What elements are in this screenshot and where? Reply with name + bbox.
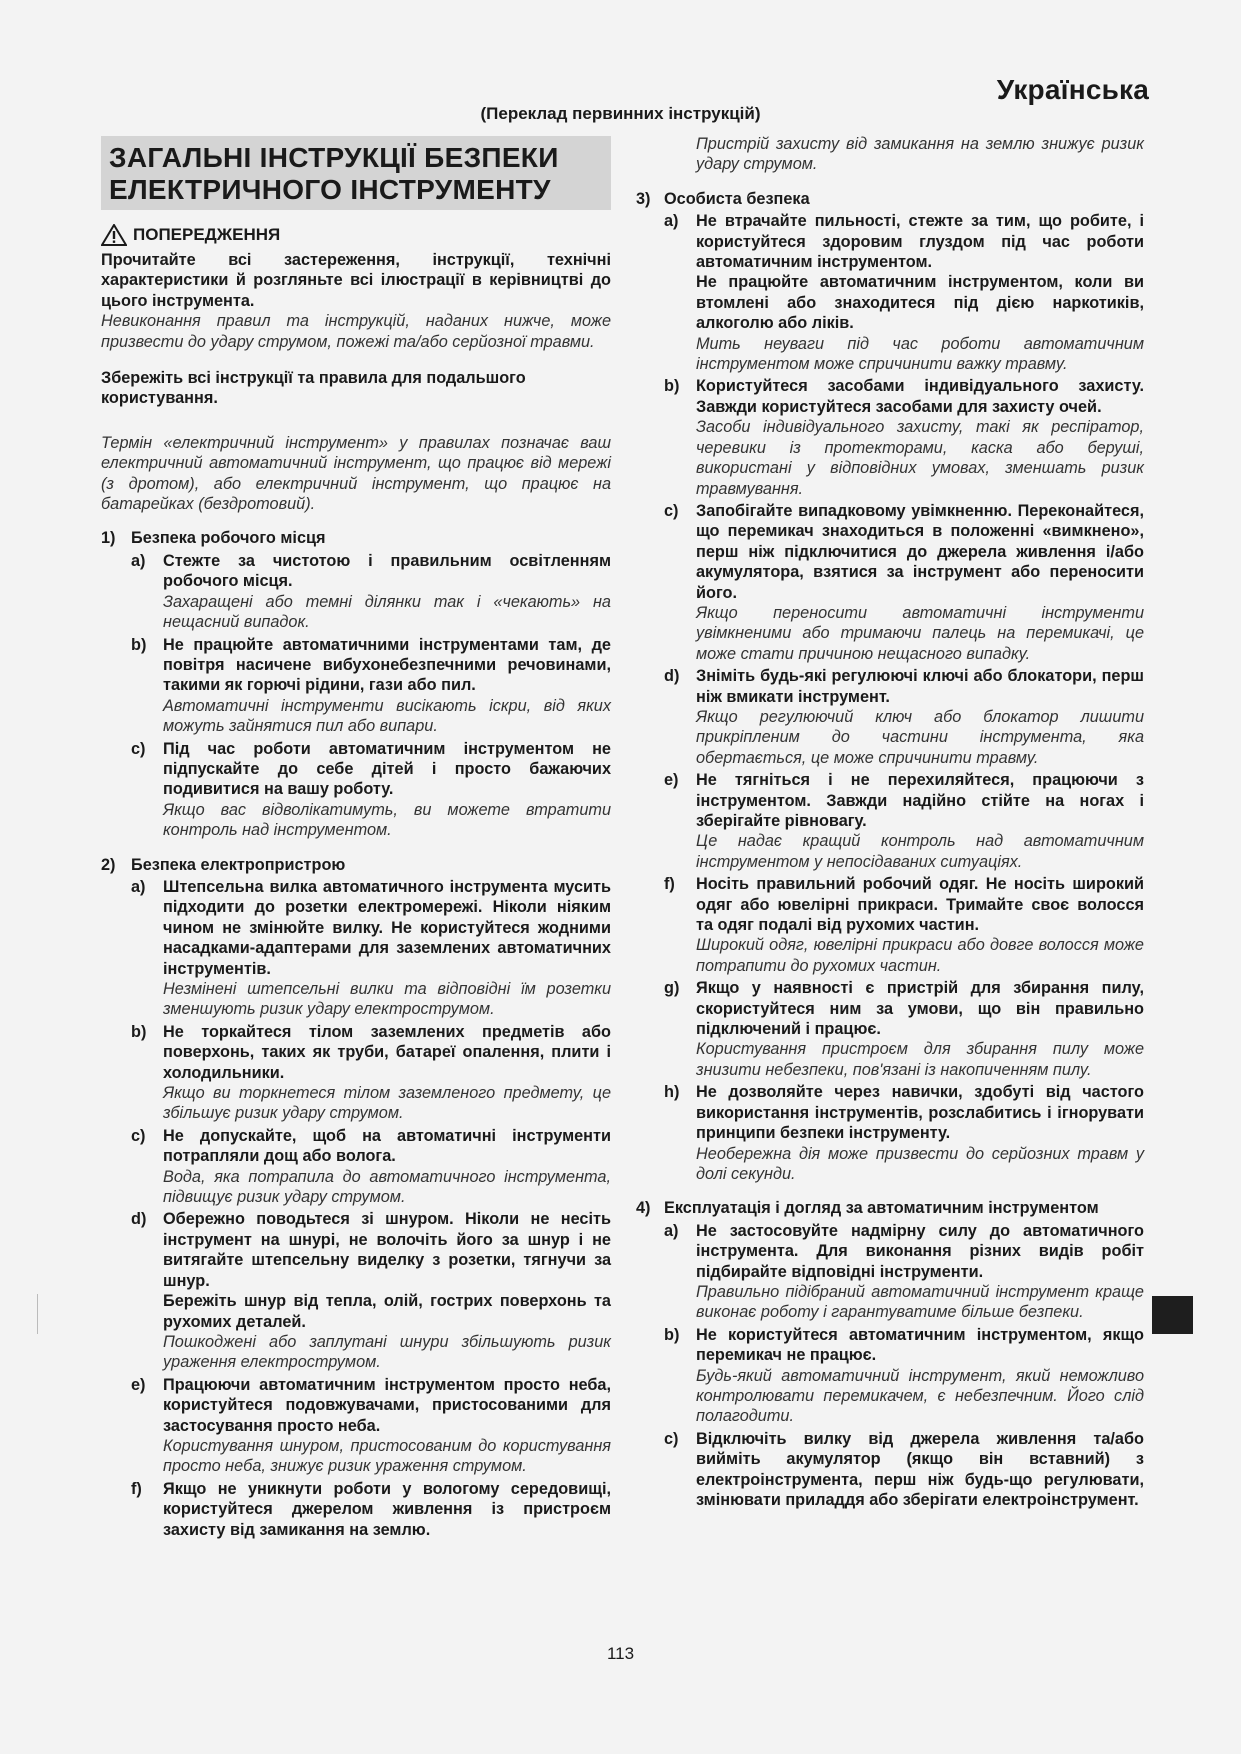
list-item: b) Не користуйтеся автоматичним інструментом, якщо перемикач не працює. Будь-який автоматичний інструмент, який неможливо контролювати перемикачем, є небезпечним. Його слід полагодити. [664,1325,1144,1426]
page-number: 113 [606,1644,635,1663]
list-item: d) Обережно поводьтеся зі шнуром. Ніколи не несіть інструмент на шнурі, не волочіть його за шнур і не витягайте штепсельну виделку з розетки, тягнучи за шнур. Бережіть шнур від тепла, олій, гострих поверхонь та рухомих деталей. Пошкоджені або заплутані шнури збільшують ризик ураження електрострумом. [131,1210,611,1372]
list-item: a) Не застосовуйте надмірну силу до автоматичного інструмента. Для виконання різних видів робіт підбирайте відповідні інструменти. Правильно підібраний автоматичний інструмент краще виконає роботу і гарантуватиме більше безпеки. [664,1221,1144,1322]
warning-label: ПОПЕРЕДЖЕННЯ [133,224,281,244]
list-item: b) Не працюйте автоматичними інструментами там, де повітря насичене вибухонебезпечними речовинами, такими як горючі рідини, гази або пил. Автоматичні інструменти висікають іскри, від яких можуть зайнятися пил або випари. [131,635,611,736]
list-item: c) Відключіть вилку від джерела живлення та/або вийміть акумулятор (якщо він вставний) з електроінструмента, перш ніж будь-що регулювати, змінювати приладдя або зберігати електроінструмент. [664,1429,1144,1509]
language-heading: Українська [996,74,1149,105]
list-item: f) Якщо не уникнути роботи у вологому середовищі, користуйтеся джерелом живлення із пристроєм захисту від замикання на землю. [131,1479,611,1539]
continued-italic-text: Пристрій захисту від замикання на землю знижує ризик удару струмом. [696,135,1144,174]
title-line-1: ЗАГАЛЬНІ ІНСТРУКЦІЇ БЕЗПЕКИ [109,142,559,173]
title-line-2: ЕЛЕКТРИЧНОГО ІНСТРУМЕНТУ [109,174,551,205]
list-item: a) Стежте за чистотою і правильним освітленням робочого місця. Захаращені або темні ділянки так і «чекають» на нещасний випадок. [131,551,611,632]
warning-bold-text: Прочитайте всі застереження, інструкції, технічні характеристики й розгляньте всі ілюстрації в керівництві до цього інструмента. [101,251,611,310]
section-title [101,136,611,210]
list-item: g) Якщо у наявності є пристрій для збирання пилу, скористуйтеся ним за умови, що він правильно підключений і працює. Користування пристроєм для збирання пилу може знизити небезпеки, пов'язані із накопиченням пилу. [664,979,1144,1079]
language-thumb-tab [1152,1296,1193,1334]
list-item: b) Не торкайтеся тілом заземлених предметів або поверхонь, таких як труби, батареї опалення, плити і холодильники. Якщо ви торкнетеся тілом заземленого предмету, це збільшує ризик удару струмом. [131,1022,611,1123]
list-item: c) Під час роботи автоматичним інструментом не підпускайте до себе дітей і просто бажаючих подивитися на вашу роботу. Якщо вас відволікатимуть, ви можете втратити контроль над інструментом. [131,739,611,840]
warning-italic-text: Невиконання правил та інструкцій, наданих нижче, може призвести до удару струмом, пожежі та/або серйозної травми. [101,312,611,351]
right-column [636,134,1144,1510]
list-item: a) Штепсельна вилка автоматичного інструмента мусить підходити до розетки електромережі. Ніколи ніяким чином не змінюйте вилку. Не користуйтеся жодними насадками-адаптерами для заземлених автоматичних інструментів. Незмінені штепсельні вилки та відповідні їм розетки зменшують ризик удару електрострумом. [131,877,611,1019]
list-item: d) Зніміть будь-які регулюючі ключі або блокатори, перш ніж вмикати інструмент. Якщо регулюючий ключ або блокатор лишити прикріпленим до частини інструмента, яка обертається, це може спричинити травму. [664,667,1144,767]
margin-mark [37,1294,38,1334]
list-item: c) Не допускайте, щоб на автоматичні інструменти потрапляли дощ або волога. Вода, яка потрапила до автоматичного інструмента, підвищує ризик удару струмом. [131,1126,611,1207]
list-item: e) Не тягніться і не перехиляйтеся, працюючи з інструментом. Завжди надійно стійте на ногах і зберігайте рівновагу. Це надає кращий контроль над автоматичним інструментом у непосідаваних ситуаціях. [664,771,1144,871]
section-1-heading: 1) Безпека робочого місця [101,529,326,548]
left-column [101,136,611,1540]
translation-subtitle: (Переклад первинних інструкцій) [480,104,761,123]
save-instructions-note: Збережіть всі інструкції та правила для подальшого користування. [101,369,526,408]
section-3-heading: 3) Особиста безпека [636,189,810,208]
section-2-heading: 2) Безпека електропристрою [101,855,346,874]
term-definition-note: Термін «електричний інструмент» у правилах позначає ваш електричний автоматичний інструмент, що працює від мережі (з дротом), або електричний інструмент, що працює на батарейках (бездротовий). [101,433,611,514]
list-item: b) Користуйтеся засобами індивідуального захисту. Завжди користуйтеся засобами для захисту очей. Засоби індивідуального захисту, такі як респіратор, черевики із протекторами, каска або беруші, використані у відповідних умовах, зменшать ризик травмування. [664,377,1144,498]
warning-triangle-icon [101,224,127,246]
list-item: c) Запобігайте випадковому увімкненню. Переконайтеся, що перемикач знаходиться в положенні «вимкнено», перш ніж підключитися до джерела живлення і/або акумулятора, взятися за інструмент або переносити його. Якщо переносити автоматичні інструменти увімкненими або тримаючи палець на перемикачі, це може стати причиною нещасного випадку. [664,501,1144,663]
section-4-heading: 4) Експлуатація і догляд за автоматичним інструментом [636,1199,1099,1218]
list-item: h) Не дозволяйте через навички, здобуті від частого використання інструментів, розслабитись і ігнорувати принципи безпеки інструменту. Необережна дія може призвести до серйозних травм у долі секунди. [664,1083,1144,1183]
warning-heading [101,224,611,246]
list-item: a) Не втрачайте пильності, стежте за тим, що робите, і користуйтеся здоровим глуздом під час роботи автоматичним інструментом. Не працюйте автоматичним інструментом, коли ви втомлені або знаходитеся під дією наркотиків, алкоголю або ліків. Мить неуваги під час роботи автоматичним інструментом може спричинити важку травму. [664,212,1144,374]
list-item: f) Носіть правильний робочий одяг. Не носіть широкий одяг або ювелірні прикраси. Тримайте своє волосся та одяг подалі від рухомих частин. Широкий одяг, ювелірні прикраси або довге волосся може потрапити до рухомих частин. [664,875,1144,975]
list-item: e) Працюючи автоматичним інструментом просто неба, користуйтеся подовжувачами, пристосованими для застосування просто неба. Користування шнуром, пристосованим до користування просто неба, знижує ризик ураження струмом. [131,1375,611,1476]
